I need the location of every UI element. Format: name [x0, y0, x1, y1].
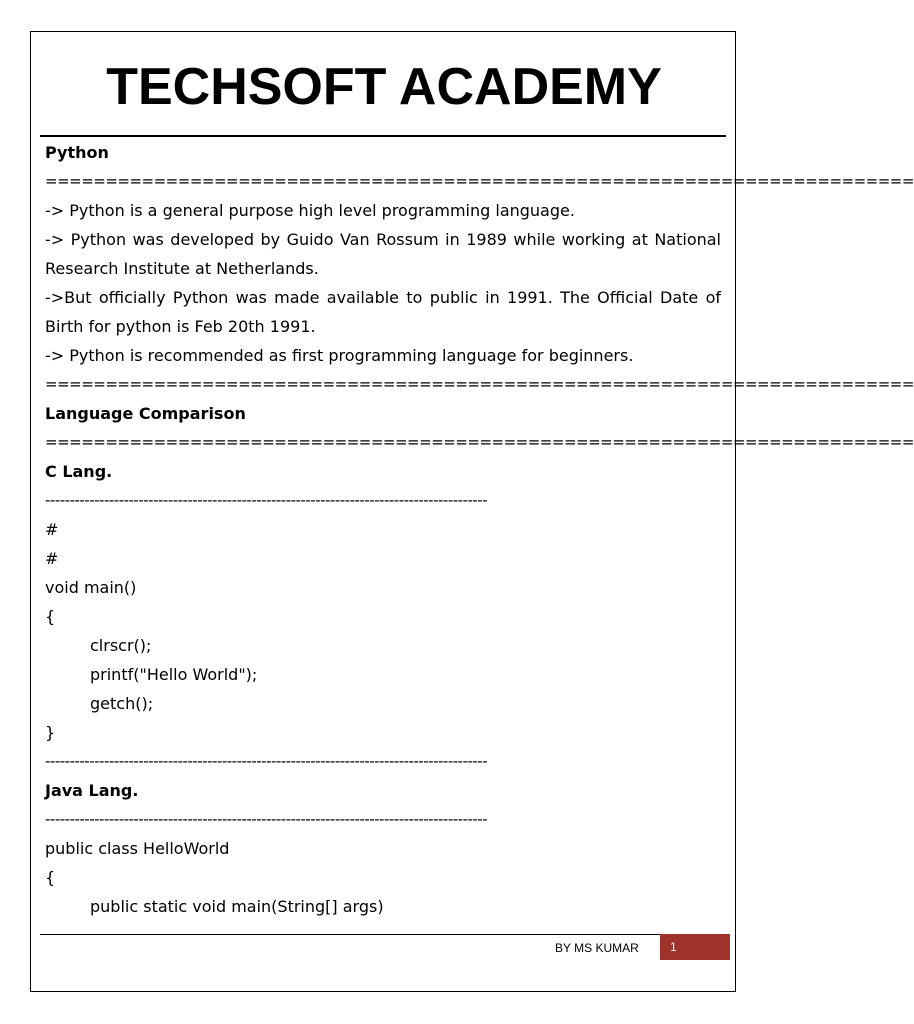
paragraph-2-line-1: -> Python was developed by Guido Van Rossum in 1989 while working at National — [45, 230, 721, 249]
paragraph-2-line-2: Research Institute at Netherlands. — [45, 259, 319, 278]
code-line: { — [45, 607, 56, 626]
code-line: # — [45, 520, 59, 539]
page-number-badge: 1 — [660, 934, 730, 960]
code-line: printf("Hello World"); — [90, 665, 258, 684]
comparison-heading: Language Comparison — [45, 404, 246, 423]
paragraph-4: -> Python is recommended as first programming language for beginners. — [45, 346, 634, 365]
c-lang-heading: C Lang. — [45, 462, 113, 481]
footer-rule — [40, 934, 730, 935]
code-line: { — [45, 868, 56, 887]
code-line: public class HelloWorld — [45, 839, 230, 858]
java-lang-heading: Java Lang. — [45, 781, 139, 800]
separator-dashes: ------------------------------------------------------------------------------------------ — [45, 810, 488, 828]
separator-dashes: ------------------------------------------------------------------------------------------ — [45, 491, 488, 509]
separator-equals: ======================================================================== — [45, 172, 914, 190]
code-line: } — [45, 723, 56, 742]
code-line: void main() — [45, 578, 137, 597]
separator-equals: ======================================================================== — [45, 375, 914, 393]
header-rule — [40, 135, 726, 137]
paragraph-3-line-2: Birth for python is Feb 20th 1991. — [45, 317, 316, 336]
paragraph-1: -> Python is a general purpose high level programming language. — [45, 201, 575, 220]
python-heading: Python — [45, 143, 109, 162]
page-title: TECHSOFT ACADEMY — [106, 58, 662, 116]
code-line: getch(); — [90, 694, 154, 713]
document-body — [45, 138, 914, 921]
paragraph-3-line-1: ->But officially Python was made available to public in 1991. The Official Date of — [45, 288, 721, 307]
code-line: # — [45, 549, 59, 568]
code-line: public static void main(String[] args) — [90, 897, 384, 916]
footer-author: BY MS KUMAR — [555, 941, 639, 955]
code-line: clrscr(); — [90, 636, 152, 655]
separator-dashes: ------------------------------------------------------------------------------------------ — [45, 752, 488, 770]
separator-equals: ======================================================================== — [45, 433, 914, 451]
